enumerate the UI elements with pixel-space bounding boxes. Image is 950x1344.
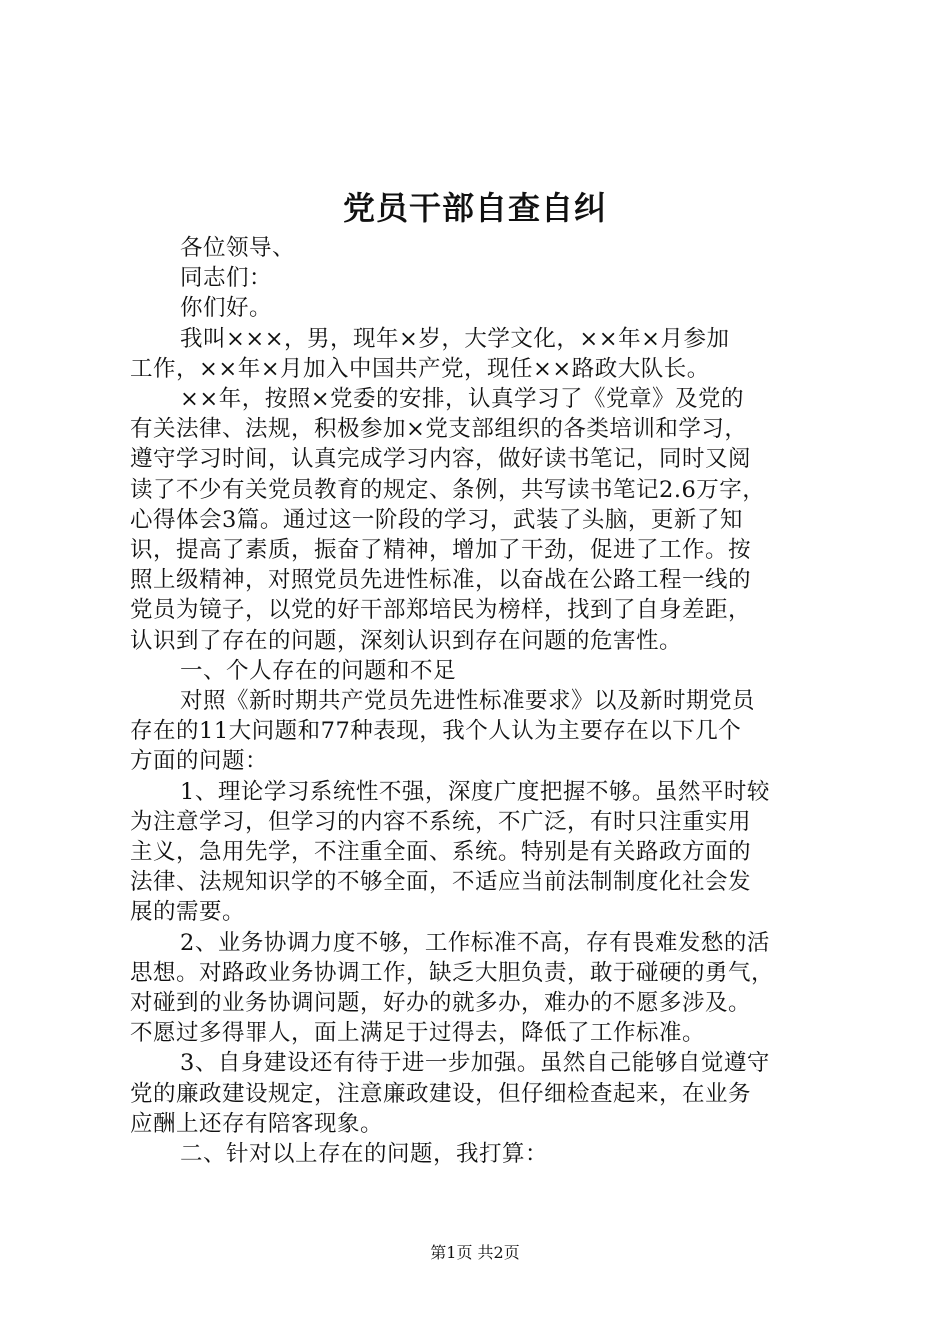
- text-line: 方面的问题：: [130, 748, 269, 775]
- text-line: 遵守学习时间，认真完成学习内容，做好读书笔记，同时又阅: [130, 446, 752, 473]
- text-line: 不愿过多得罪人，面上满足于过得去，降低了工作标准。: [130, 1020, 706, 1047]
- text-line: 照上级精神，对照党员先进性标准，以奋战在公路工程一线的: [130, 567, 752, 594]
- text-line: 你们好。: [180, 295, 273, 322]
- text-line: 同志们：: [180, 265, 273, 292]
- text-line: 识，提高了素质，振奋了精神，增加了干劲，促进了工作。按: [130, 537, 752, 564]
- text-line: 二、针对以上存在的问题，我打算：: [180, 1141, 549, 1168]
- text-line: 3、自身建设还有待于进一步加强。虽然自己能够自觉遵守: [180, 1050, 770, 1077]
- text-line: 有关法律、法规，积极参加×党支部组织的各类培训和学习，: [130, 416, 748, 443]
- text-line: 各位领导、: [180, 235, 296, 261]
- text-line: 一、个人存在的问题和不足: [180, 657, 457, 684]
- text-line: 1、理论学习系统性不强，深度广度把握不够。虽然平时较: [180, 778, 770, 805]
- text-line: 主义，急用先学，不注重全面、系统。特别是有关路政方面的: [130, 839, 752, 866]
- text-line: 应酬上还存有陪客现象。: [130, 1110, 384, 1137]
- text-line: 为注意学习，但学习的内容不系统，不广泛，有时只注重实用: [130, 808, 752, 835]
- text-line: 展的需要。: [130, 899, 246, 926]
- text-line: 认识到了存在的问题，深刻认识到存在问题的危害性。: [130, 627, 683, 654]
- text-line: 2、业务协调力度不够，工作标准不高，存有畏难发愁的活: [180, 929, 770, 956]
- page-footer: 第1页 共2页: [430, 1243, 520, 1262]
- text-line: 读了不少有关党员教育的规定、条例，共写读书笔记2.6万字，: [130, 476, 766, 503]
- text-line: 存在的11大问题和77种表现，我个人认为主要存在以下几个: [130, 718, 742, 745]
- text-line: 我叫×××，男，现年×岁，大学文化，××年×月参加: [180, 325, 730, 352]
- text-line: 对照《新时期共产党员先进性标准要求》以及新时期党员: [180, 688, 756, 715]
- text-line: 对碰到的业务协调问题，好办的就多办，难办的不愿多涉及。: [130, 990, 752, 1017]
- text-line: ××年，按照×党委的安排，认真学习了《党章》及党的: [180, 386, 745, 413]
- document-title: 党员干部自查自纠: [342, 189, 607, 227]
- text-line: 工作，××年×月加入中国共产党，现任××路政大队长。: [130, 355, 710, 382]
- text-line: 法律、法规知识学的不够全面，不适应当前法制制度化社会发: [130, 869, 752, 896]
- text-line: 心得体会3篇。通过这一阶段的学习，武装了头脑，更新了知: [130, 506, 743, 533]
- document-body: [130, 233, 830, 1169]
- text-line: 思想。对路政业务协调工作，缺乏大胆负责，敢于碰硬的勇气，: [130, 959, 775, 986]
- text-line: 党的廉政建设规定，注意廉政建设，但仔细检查起来，在业务: [130, 1080, 752, 1107]
- text-line: 党员为镜子，以党的好干部郑培民为榜样，找到了自身差距，: [130, 597, 752, 624]
